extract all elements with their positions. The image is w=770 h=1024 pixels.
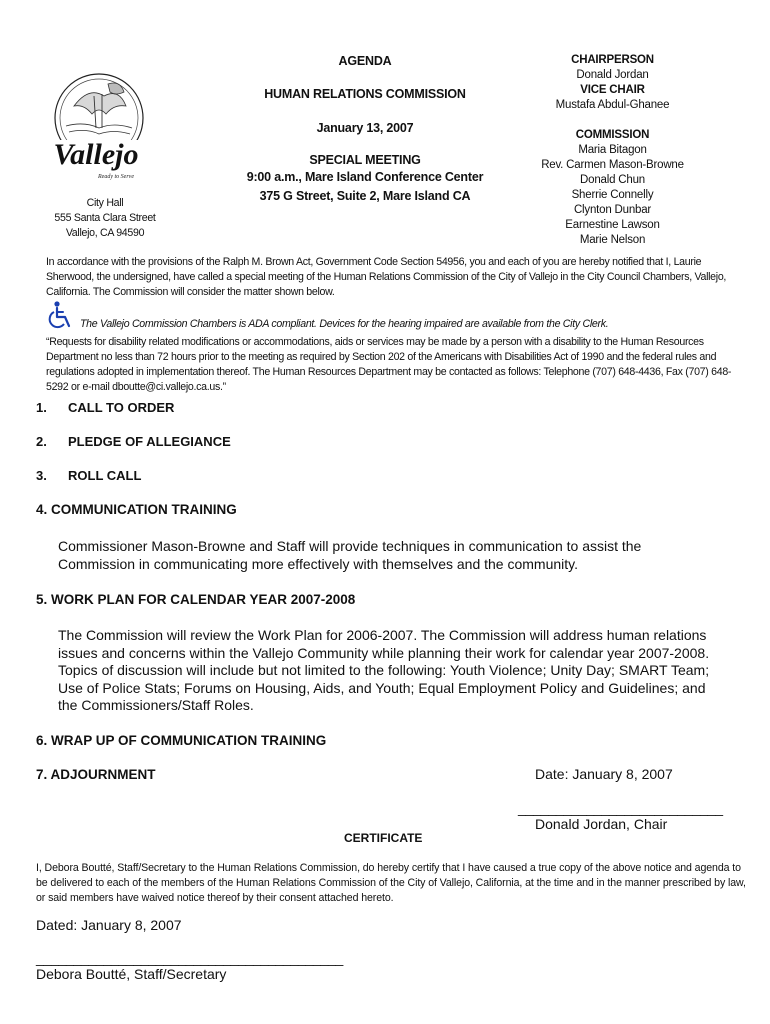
notice-paragraph: In accordance with the provisions of the Ralph M. Brown Act, Government Code Section 54956, you and each of you are hereby notified that I, Laurie Sherwood, the undersigned, have called a special meeting of the Human Relations Commission of the City of Vallejo in the City Council Chambers, Vallejo, California. The Commission will consider the matter shown below. bbox=[46, 256, 727, 298]
member-name: Maria Bitagon bbox=[578, 144, 647, 156]
vice-chair-name: Mustafa Abdul-Ghanee bbox=[555, 99, 670, 111]
city-hall-line1: City Hall bbox=[86, 197, 124, 209]
member-name: Marie Nelson bbox=[579, 234, 646, 246]
member-name: Rev. Carmen Mason-Browne bbox=[541, 159, 684, 171]
item-pledge: PLEDGE OF ALLEGIANCE bbox=[68, 434, 231, 449]
vallejo-logo bbox=[44, 66, 152, 186]
roster bbox=[520, 53, 705, 248]
member-name: Donald Chun bbox=[580, 174, 645, 186]
meeting-date: January 13, 2007 bbox=[316, 121, 414, 135]
section-4-body: Commissioner Mason-Browne and Staff will provide techniques in communication to assist the Commission in communicating more effectively with themselves and the community. bbox=[58, 538, 642, 572]
member-name: Clynton Dunbar bbox=[573, 204, 652, 216]
secretary-signature-line: _________________________________________ bbox=[36, 950, 343, 966]
vallejo-seal-icon bbox=[44, 66, 152, 186]
signoff-date: Date: January 8, 2007 bbox=[535, 766, 673, 782]
city-hall-address bbox=[40, 196, 170, 241]
city-hall-line3: Vallejo, CA 94590 bbox=[65, 227, 145, 239]
item-number: 3. bbox=[36, 468, 47, 483]
chair-signature-line: ___________________________ bbox=[518, 800, 723, 816]
commission-label: COMMISSION bbox=[575, 129, 650, 141]
item-number: 2. bbox=[36, 434, 47, 449]
time-location: 9:00 a.m., Mare Island Conference Center bbox=[246, 170, 484, 184]
item-number: 1. bbox=[36, 400, 47, 415]
member-name: Earnestine Lawson bbox=[565, 219, 660, 231]
section-wrap-up: 6. WRAP UP OF COMMUNICATION TRAINING bbox=[36, 733, 327, 748]
section-adjournment: 7. ADJOURNMENT bbox=[36, 767, 156, 782]
logo-tagline: Ready to Serve bbox=[98, 174, 134, 180]
meeting-address: 375 G Street, Suite 2, Mare Island CA bbox=[259, 189, 471, 203]
vice-chair-label: VICE CHAIR bbox=[580, 84, 645, 96]
chair-name: Donald Jordan bbox=[576, 69, 649, 81]
logo-text: Vallejo bbox=[53, 138, 139, 171]
secretary-signature-name: Debora Boutté, Staff/Secretary bbox=[36, 966, 227, 982]
commission-name: HUMAN RELATIONS COMMISSION bbox=[264, 87, 466, 101]
wheelchair-icon bbox=[46, 300, 76, 330]
section-communication-training: 4. COMMUNICATION TRAINING bbox=[36, 502, 237, 517]
certificate-title: CERTIFICATE bbox=[344, 831, 423, 845]
section-5-body: The Commission will review the Work Plan for 2006-2007. The Commission will address human relations issues and concerns within the Vallejo Community while planning their work for calendar year 2007-2008. Topics of discussion will include but not limited to the following: Youth Violence; Unity Day; SMART Team; Use of Police Stats; Forums on Housing, Aids, and Youth; Equal Employment Policy and Guidelines; and the Commissioners/Staff Roles. bbox=[58, 627, 710, 713]
section-work-plan: 5. WORK PLAN FOR CALENDAR YEAR 2007-2008 bbox=[36, 592, 356, 607]
meeting-type: SPECIAL MEETING bbox=[309, 153, 421, 167]
member-name: Sherrie Connelly bbox=[571, 189, 654, 201]
item-roll-call: ROLL CALL bbox=[68, 468, 142, 483]
chair-signature-name: Donald Jordan, Chair bbox=[535, 816, 668, 832]
agenda-label: AGENDA bbox=[338, 54, 392, 68]
certificate-dated: Dated: January 8, 2007 bbox=[36, 917, 182, 933]
item-call-to-order: CALL TO ORDER bbox=[68, 400, 175, 415]
certificate-body: I, Debora Boutté, Staff/Secretary to the Human Relations Commission, do hereby certify that I have caused a true copy of the above notice and agenda to be delivered to each of the members of the Human Relations Commission of the City of Vallejo, California, at the time and in the manner prescribed by law, or said members have waived notice thereof by their consent attached hereto. bbox=[36, 862, 746, 904]
requests-paragraph: “Requests for disability related modifications or accommodations, aids or services may be made by a person with a disability to the Human Resources Department no less than 72 hours prior to the meeting as required by Section 202 of the Americans with Disabilities Act of 1990 and the federal rules and regulations adopted in implementation thereof. The Human Resources Department may be contacted as follows: Telephone (707) 648-4436, Fax (707) 648-5292 or e-mail dboutte@ci.vallejo.ca.us.” bbox=[46, 336, 732, 393]
chair-label: CHAIRPERSON bbox=[571, 54, 654, 66]
city-hall-line2: 555 Santa Clara Street bbox=[54, 212, 156, 224]
ada-statement: The Vallejo Commission Chambers is ADA compliant. Devices for the hearing impaired are available from the City Clerk. bbox=[80, 318, 609, 330]
